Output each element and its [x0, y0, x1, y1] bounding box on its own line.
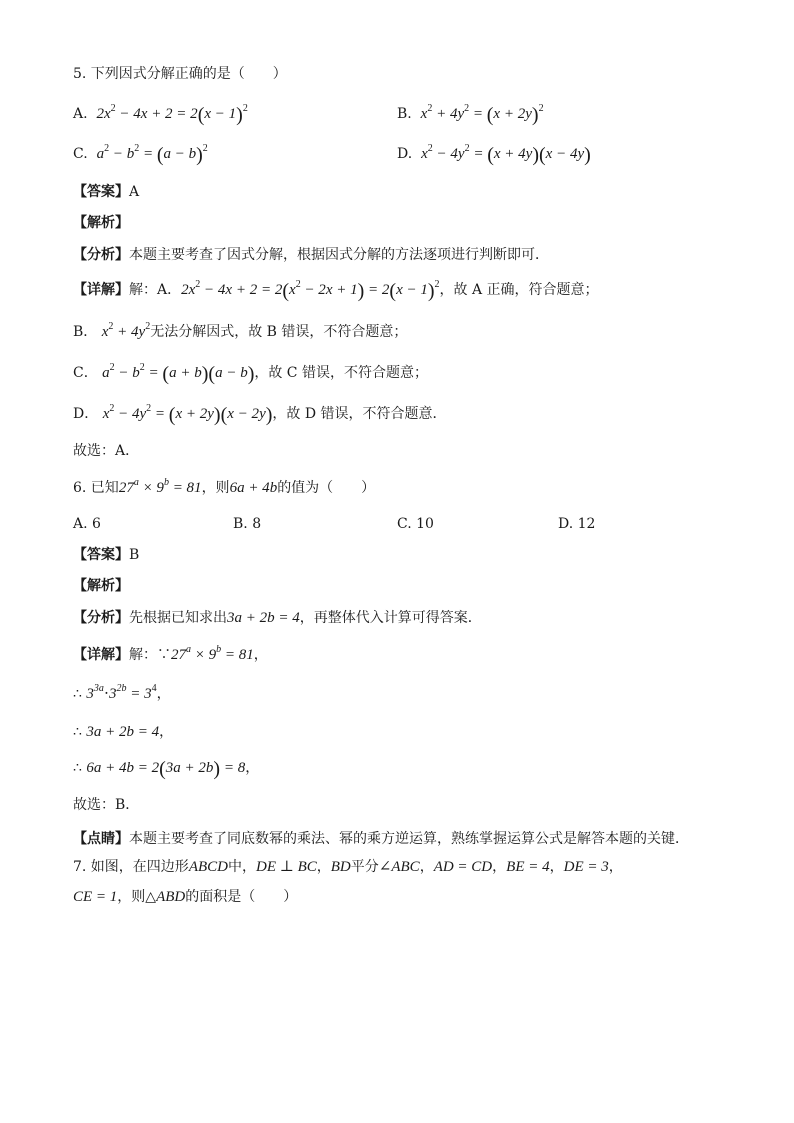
- q7-angle-math: ∠ABC: [378, 859, 420, 875]
- q5-detail-b: B． $x^2 + 4y^2$无法分解因式，故 B 错误，不符合题意；: [73, 321, 408, 340]
- q5-stem: 5. 下列因式分解正确的是（ ）: [73, 66, 287, 82]
- q5-detail-d: D． $x^2 - 4y^2 = (x + 2y)(x - 2y)$，故 D 错误，不符合题意．: [73, 403, 447, 426]
- q5-detail-c: C． $a^2 - b^2 = (a + b)(a - b)$，故 C 错误，不符合题意；: [73, 362, 428, 385]
- q6-detail-3-math: 3a + 2b = 4: [86, 724, 160, 740]
- q7-quad-math: ABCD: [188, 859, 228, 875]
- q6-detail-2-math: $3^{3a}\cdot 3^{2b} = 3^4$: [86, 683, 157, 702]
- q6-detail-3: ∴ 3a + 2b = 4，: [73, 724, 174, 740]
- q6-option-b: B. 8: [233, 516, 262, 532]
- q7-be-math: BE = 4: [506, 859, 550, 875]
- q5-option-d-math: $x^2 - 4y^2 = (x + 4y)(x - 4y)$: [421, 143, 591, 166]
- q7-stem-line2: CE = 1，则△ABD的面积是（ ）: [73, 889, 298, 905]
- q6-detail-1-math: $27^a \times 9^b = 81$: [171, 644, 254, 663]
- q6-detail-4-math: 6a + 4b = 2(3a + 2b) = 8: [86, 758, 246, 780]
- q6-jiexi: 【解析】: [73, 578, 129, 594]
- q6-stem: 6. 已知$27^a \times 9^b = 81$，则6a + 4b的值为（ ）: [73, 477, 376, 496]
- q5-jiexi: 【解析】: [73, 215, 129, 231]
- q5-detail-c-math: $a^2 - b^2 = (a + b)(a - b)$: [102, 362, 255, 385]
- q6-stem-math: $27^a \times 9^b = 81$: [118, 477, 202, 496]
- q5-option-d: D. $x^2 - 4y^2 = (x + 4y)(x - 4y)$: [397, 143, 591, 166]
- q5-answer: 【答案】A: [73, 184, 140, 200]
- q6-dianjing: 【点睛】本题主要考查了同底数幂的乘法、幂的乘方逆运算，熟练掌握运算公式是解答本题的关键．: [73, 831, 689, 847]
- q5-detail-d-math: $x^2 - 4y^2 = (x + 2y)(x - 2y)$: [102, 403, 273, 426]
- q5-choice: 故选：A．: [73, 443, 140, 459]
- q6-detail-4: ∴ 6a + 4b = 2(3a + 2b) = 8，: [73, 758, 260, 780]
- q7-ce-math: CE = 1: [73, 889, 118, 905]
- q5-detail-a: 【详解】解：A．$2x^2 - 4x + 2 = 2(x^2 - 2x + 1) = 2(x - 1)^2$，故 A 正确，符合题意；: [73, 279, 599, 302]
- q5-option-b: B. $x^2 + 4y^2 = (x + 2y)^2$: [397, 103, 544, 126]
- q7-bd-math: BD: [330, 859, 351, 875]
- q5-option-a-math: $2x^2 - 4x + 2 = 2(x - 1)^2$: [96, 103, 248, 126]
- q6-fenxi-math: 3a + 2b = 4: [227, 610, 300, 626]
- q6-target-math: 6a + 4b: [229, 480, 278, 496]
- q6-answer: 【答案】B: [73, 547, 140, 563]
- q6-option-d: D. 12: [558, 516, 596, 532]
- q5-detail-b-math: $x^2 + 4y^2$: [101, 321, 151, 340]
- q5-fenxi: 【分析】本题主要考查了因式分解，根据因式分解的方法逐项进行判断即可．: [73, 247, 549, 263]
- q6-option-a: A. 6: [73, 516, 101, 532]
- q7-de-math: DE = 3: [563, 859, 609, 875]
- q6-detail-2: ∴ $3^{3a}\cdot 3^{2b} = 3^4$，: [73, 683, 171, 702]
- q7-stem-line1: 7. 如图，在四边形ABCD中，DE ⊥ BC，BD平分∠ABC，AD = CD，BE = 4，DE = 3，: [73, 859, 623, 875]
- q5-option-b-math: $x^2 + 4y^2 = (x + 2y)^2$: [420, 103, 544, 126]
- q5-detail-a-math: $2x^2 - 4x + 2 = 2(x^2 - 2x + 1) = 2(x - 1)^2$: [181, 279, 440, 302]
- q5-option-c: C. $a^2 - b^2 = (a - b)^2$: [73, 143, 208, 166]
- q6-detail-1: 【详解】解：$\because 27^a \times 9^b = 81$，: [73, 644, 268, 663]
- q7-perp-math: DE ⊥ BC: [255, 859, 317, 875]
- q6-fenxi: 【分析】先根据已知求出3a + 2b = 4，再整体代入计算可得答案．: [73, 610, 482, 626]
- q6-choice: 故选：B．: [73, 797, 140, 813]
- q6-option-c: C. 10: [397, 516, 434, 532]
- q7-ad-cd-math: AD = CD: [433, 859, 493, 875]
- q7-abd-math: ABD: [156, 889, 186, 905]
- q5-option-c-math: $a^2 - b^2 = (a - b)^2$: [96, 143, 208, 166]
- q5-option-a: A. $2x^2 - 4x + 2 = 2(x - 1)^2$: [73, 103, 248, 126]
